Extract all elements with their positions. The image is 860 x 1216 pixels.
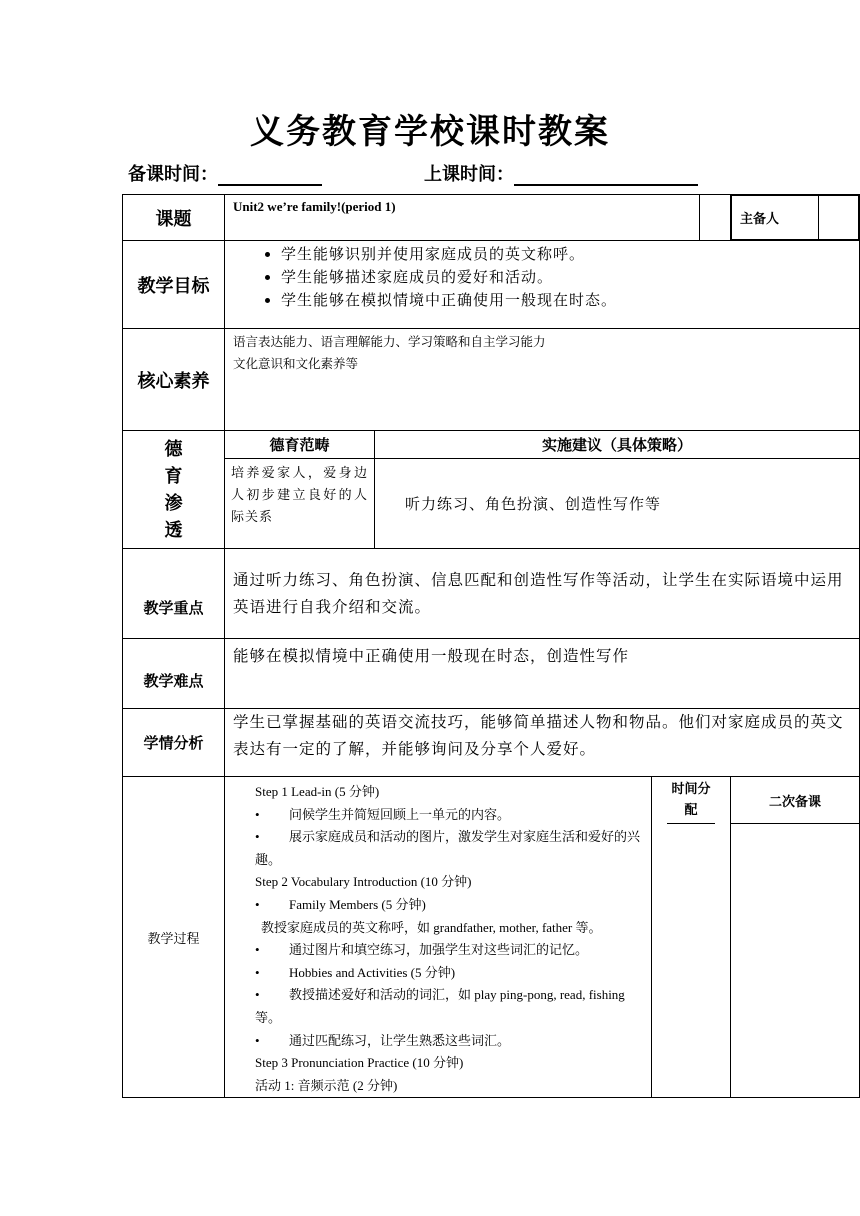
class-time-blank[interactable] — [514, 164, 698, 186]
difficulty-text: 能够在模拟情境中正确使用一般现在时态，创造性写作 — [225, 639, 860, 709]
goals-cell — [225, 241, 860, 329]
moral-label: 德 育 渗 透 — [123, 431, 225, 549]
lesson-plan-table — [122, 194, 860, 1098]
analysis-text: 学生已掌握基础的英语交流技巧，能够简单描述人物和物品。他们对家庭成员的英文表达有一定的了解，并能够询问及分享个人爱好。 — [225, 709, 860, 777]
process-bullet: • 展示家庭成员和活动的图片，激发学生对家庭生活和爱好的兴趣。 — [255, 826, 645, 871]
analysis-label: 学情分析 — [123, 709, 225, 777]
goal-item: • 学生能够描述家庭成员的爱好和活动。 — [281, 266, 859, 289]
moral-suggestion-header: 实施建议（具体策略） — [375, 431, 860, 459]
process-bullet: • 通过图片和填空练习，加强学生对这些词汇的记忆。 — [255, 939, 645, 962]
process-label: 教学过程 — [123, 777, 225, 1098]
goal-item: • 学生能够在模拟情境中正确使用一般现在时态。 — [281, 289, 859, 312]
time-allocation-header: 时间分配 — [667, 777, 715, 824]
moral-category-value: 培养爱家人，爱身边人初步建立良好的人际关系 — [225, 459, 375, 549]
difficulty-label: 教学难点 — [123, 639, 225, 709]
process-bullet: • Family Members (5 分钟) — [255, 894, 645, 917]
keypoints-text: 通过听力练习、角色扮演、信息匹配和创造性写作等活动，让学生在实际语境中运用英语进行自我介绍和交流。 — [225, 549, 860, 639]
process-content — [225, 777, 652, 1098]
process-bullet: • 问候学生并简短回顾上一单元的内容。 — [255, 804, 645, 827]
goals-label: 教学目标 — [123, 241, 225, 329]
process-bullet: • Hobbies and Activities (5 分钟) — [255, 962, 645, 985]
process-bullet: • 教授描述爱好和活动的词汇，如 play ping-pong, read, fishing 等。 — [255, 984, 645, 1029]
class-time-row — [424, 160, 698, 186]
lead-teacher-label: 主备人 — [732, 196, 819, 240]
moral-suggestion-value: 听力练习、角色扮演、创造性写作等 — [375, 459, 860, 549]
prep-time-row — [128, 160, 322, 186]
literacy-line: 文化意识和文化素养等 — [233, 356, 359, 371]
lead-teacher-value[interactable] — [819, 196, 859, 240]
process-line: 活动 1: 音频示范 (2 分钟) — [255, 1077, 398, 1093]
moral-category-header: 德育范畴 — [225, 431, 375, 459]
second-prep-header: 二次备课 — [731, 777, 859, 824]
class-time-label: 上课时间： — [424, 164, 514, 185]
process-line: Step 2 Vocabulary Introduction (10 分钟) — [255, 874, 472, 890]
literacy-cell — [225, 329, 860, 431]
literacy-line: 语言表达能力、语言理解能力、学习策略和自主学习能力 — [233, 334, 546, 349]
keypoints-label: 教学重点 — [123, 549, 225, 639]
process-line: Step 3 Pronunciation Practice (10 分钟) — [255, 1055, 464, 1071]
prep-time-label: 备课时间： — [128, 164, 218, 185]
goals-list — [225, 243, 859, 312]
topic-value: Unit2 we’re family!(period 1) — [225, 195, 700, 241]
process-bullet: • 通过匹配练习，让学生熟悉这些词汇。 — [255, 1030, 645, 1053]
document-title: 义务教育学校课时教案 — [250, 112, 610, 152]
literacy-label: 核心素养 — [123, 329, 225, 431]
topic-label: 课题 — [123, 195, 225, 241]
process-line: Step 1 Lead-in (5 分钟) — [255, 784, 380, 799]
goal-item: • 学生能够识别并使用家庭成员的英文称呼。 — [281, 243, 859, 266]
process-line: 教授家庭成员的英文称呼，如 grandfather, mother, father 等。 — [261, 919, 602, 935]
prep-time-blank[interactable] — [218, 164, 322, 186]
